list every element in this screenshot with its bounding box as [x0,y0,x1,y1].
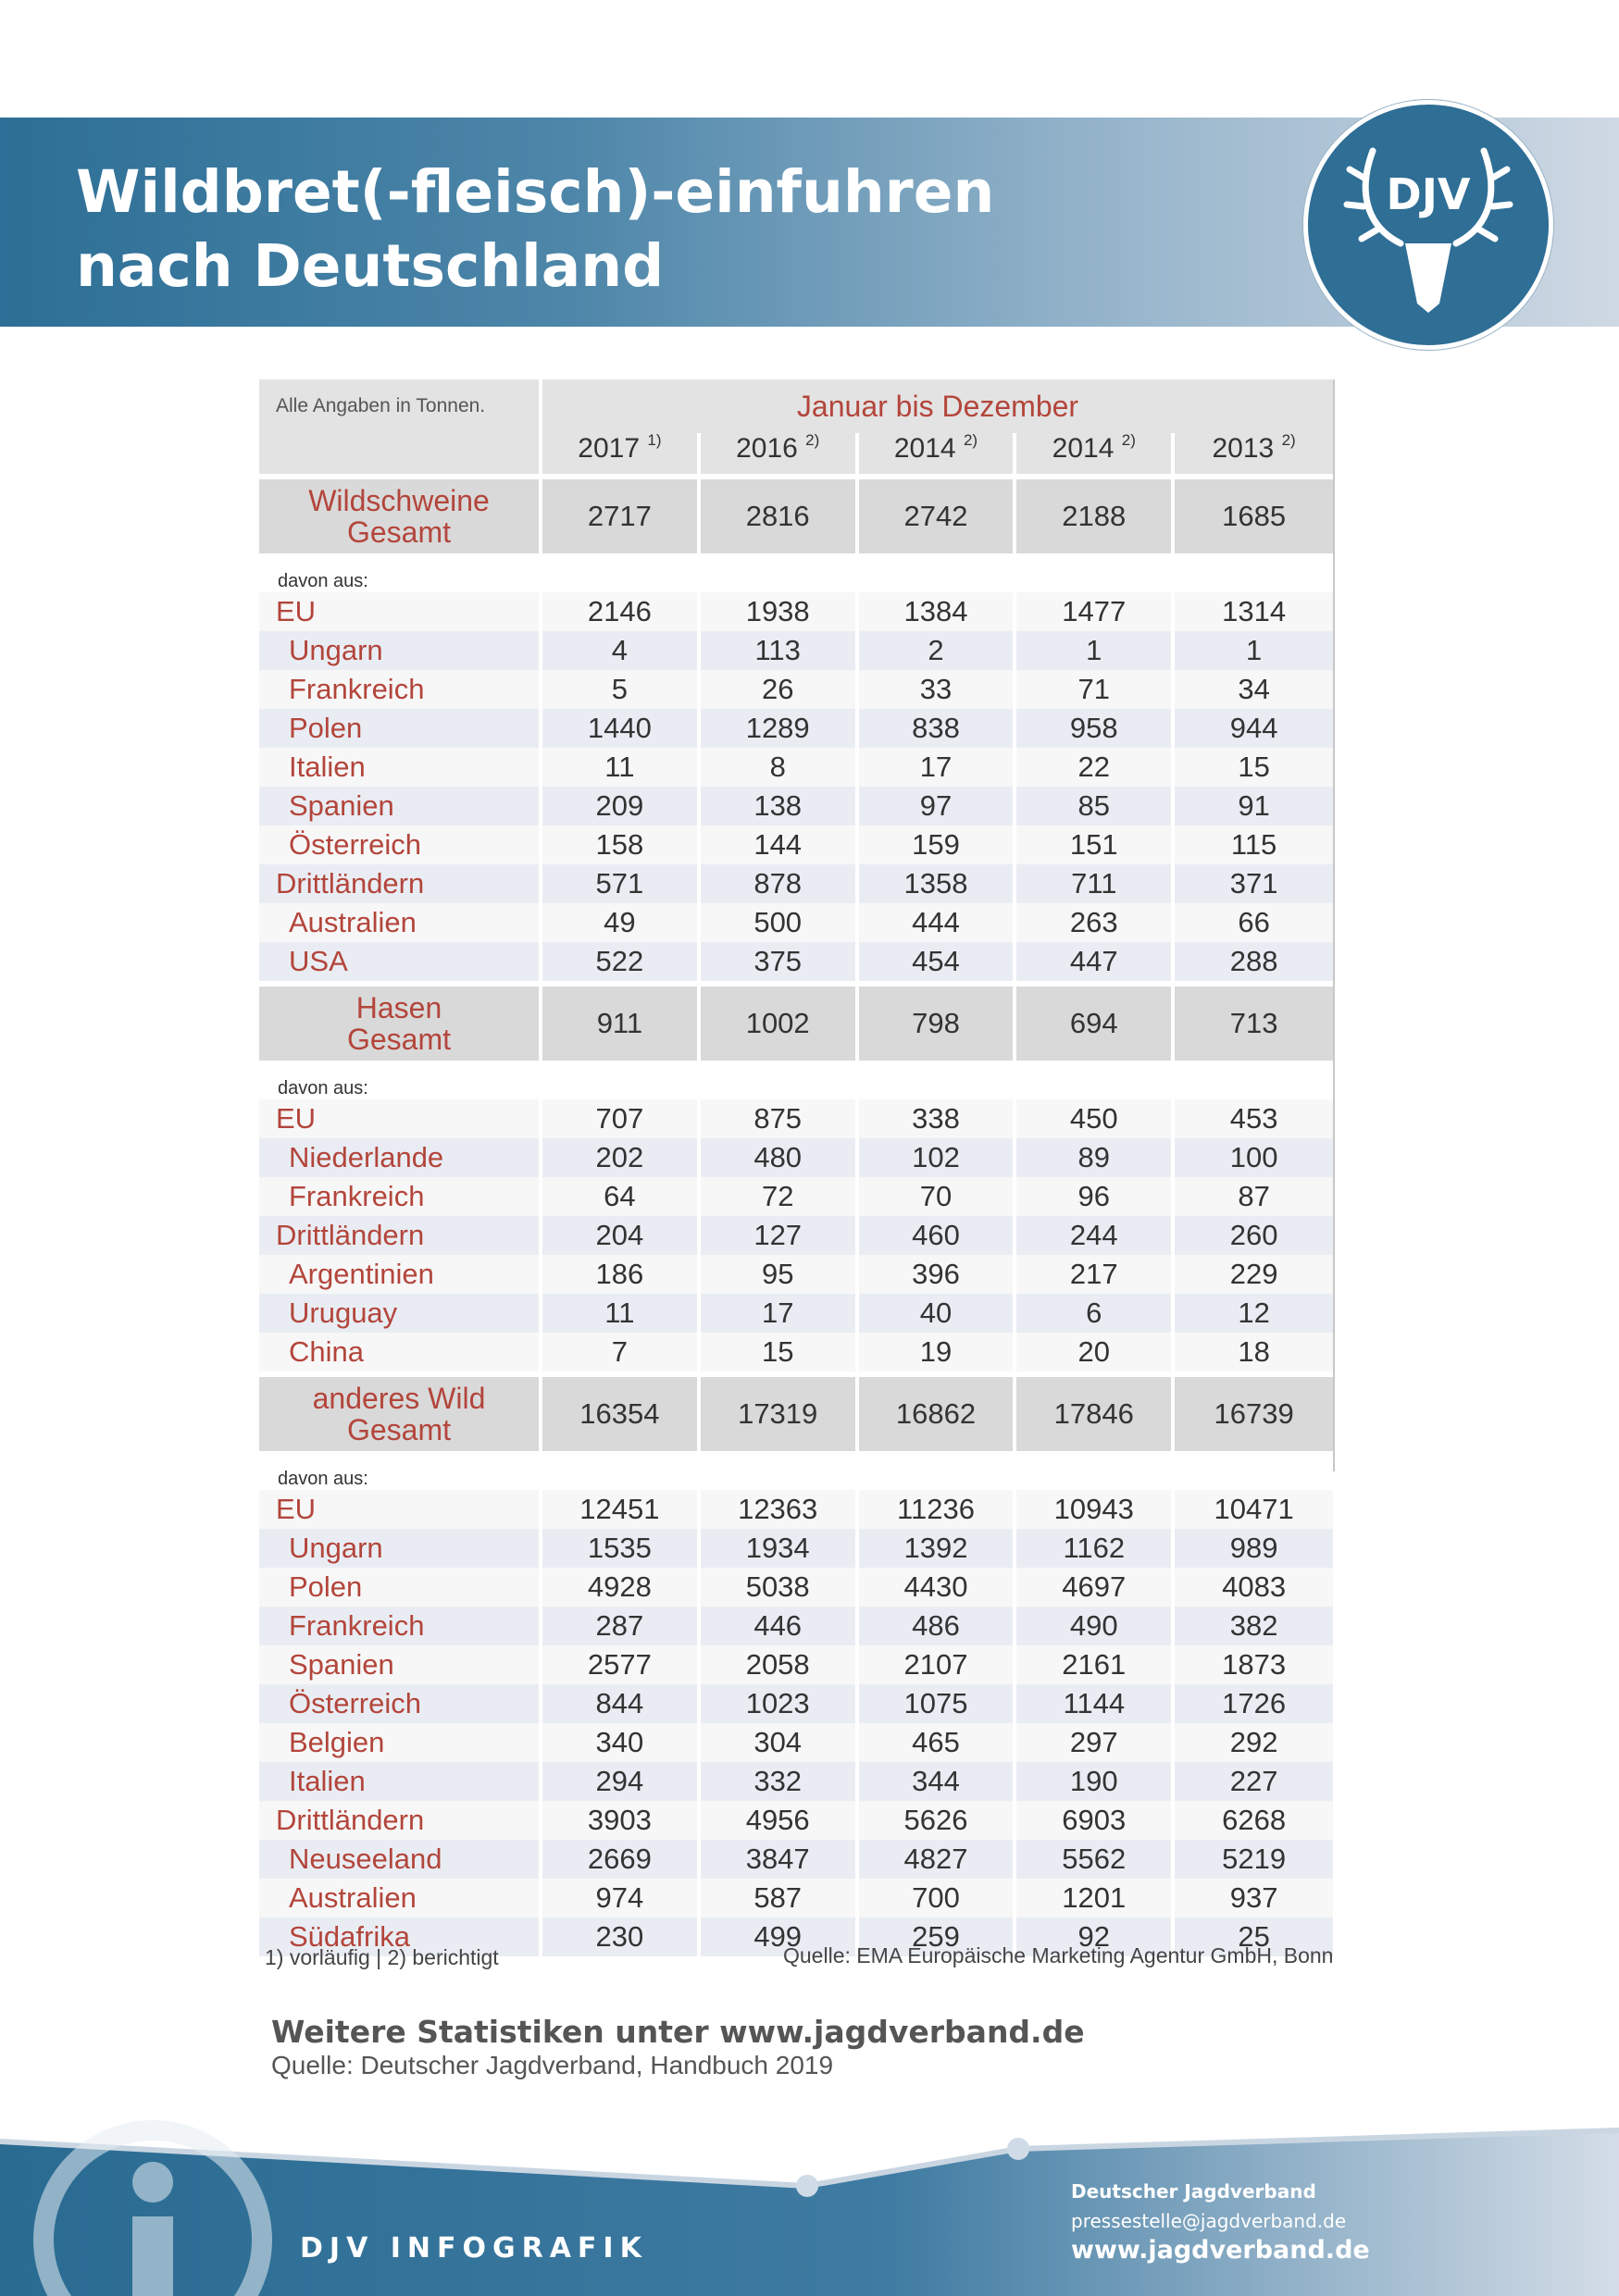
table-cell: 3847 [701,1840,859,1879]
table-cell: 571 [542,864,701,903]
table-cell: 287 [542,1607,701,1645]
empty-cell [701,1066,859,1099]
table-row [259,1490,1333,1529]
section-name: Wildschweine [308,484,490,517]
section-total-word: Gesamt [346,1413,452,1446]
table-row [259,825,1333,864]
table-row [259,864,1333,903]
footnote: 1) vorläufig | 2) berichtigt [265,1945,499,1969]
country-label: Südafrika [259,1917,542,1956]
table-row [259,670,1333,709]
table-cell: 844 [542,1684,701,1723]
table-cell: 40 [859,1294,1017,1333]
antler-icon [1308,105,1549,345]
empty-cell [701,559,859,592]
table-cell: 5038 [701,1568,859,1607]
table-cell: 1162 [1016,1529,1175,1568]
section-total-value: 2742 [859,474,1017,559]
year-header [542,433,701,474]
country-label: Australien [259,903,542,942]
empty-cell [1175,559,1333,592]
year-label: 2014 [893,433,956,464]
infografik-label: DJV INFOGRAFIK [300,2232,648,2265]
table-row [259,1177,1333,1216]
country-label: Frankreich [259,670,542,709]
table-cell: 34 [1175,670,1333,709]
table-cell: 707 [542,1099,701,1138]
country-label: Neuseeland [259,1840,542,1879]
table-cell: 159 [859,825,1017,864]
year-header [1175,433,1333,474]
table-cell: 64 [542,1177,701,1216]
table-cell: 4928 [542,1568,701,1607]
section-total-value: 17319 [701,1371,859,1457]
source-note: Quelle: EMA Europäische Marketing Agentur GmbH, Bonn [783,1943,1334,1967]
table-cell: 6903 [1016,1801,1175,1840]
year-footnote-mark: 2) [805,433,820,449]
table-cell: 2577 [542,1645,701,1684]
table-cell: 10943 [1016,1490,1175,1529]
empty-cell [859,1066,1017,1099]
table-cell: 10471 [1175,1490,1333,1529]
table-cell: 1201 [1016,1879,1175,1917]
table-cell: 1 [1016,631,1175,670]
table-cell: 15 [701,1333,859,1371]
table-row [259,748,1333,787]
table-cell: 15 [1175,748,1333,787]
table-row [259,1294,1333,1333]
table-cell: 1938 [701,592,859,631]
country-label: Frankreich [259,1607,542,1645]
table-row [259,1216,1333,1255]
table-cell: 1726 [1175,1684,1333,1723]
table-cell: 332 [701,1762,859,1801]
table-cell: 49 [542,903,701,942]
table-cell: 22 [1016,748,1175,787]
year-footnote-mark: 2) [1121,433,1136,449]
table-cell: 490 [1016,1607,1175,1645]
table-row [259,1607,1333,1645]
section-name: Hasen [355,991,442,1024]
table-cell: 89 [1016,1138,1175,1177]
section-total-label [259,1371,542,1457]
table-cell: 5562 [1016,1840,1175,1879]
year-label: 2013 [1212,433,1275,464]
table-cell: 11 [542,1294,701,1333]
country-label: Niederlande [259,1138,542,1177]
table-cell: 989 [1175,1529,1333,1568]
table-cell: 1144 [1016,1684,1175,1723]
table-cell: 12451 [542,1490,701,1529]
year-header [859,433,1017,474]
handbook-source: Quelle: Deutscher Jagdverband, Handbuch 2019 [271,2051,834,2079]
country-label: Italien [259,748,542,787]
table-cell: 382 [1175,1607,1333,1645]
table-cell: 151 [1016,825,1175,864]
table-cell: 974 [542,1879,701,1917]
table-cell: 259 [859,1917,1017,1956]
empty-cell [542,559,701,592]
table-row [259,1529,1333,1568]
table-cell: 958 [1016,709,1175,748]
table-row [259,1568,1333,1607]
table-row [259,787,1333,825]
table-cell: 838 [859,709,1017,748]
table-row [259,1138,1333,1177]
table-row [259,1645,1333,1684]
davon-row [259,559,1333,592]
table-cell: 20 [1016,1333,1175,1371]
table-cell: 2161 [1016,1645,1175,1684]
section-total-value: 798 [859,981,1017,1066]
table-row [259,1723,1333,1762]
table-cell: 12 [1175,1294,1333,1333]
country-label: Drittländern [259,1216,542,1255]
table-row [259,1762,1333,1801]
table-cell: 875 [701,1099,859,1138]
country-label: EU [259,1099,542,1138]
table-cell: 344 [859,1762,1017,1801]
table-row [259,1684,1333,1723]
empty-cell [1175,1457,1333,1490]
section-total-row [259,474,1333,559]
table-cell: 97 [859,787,1017,825]
empty-cell [1016,559,1175,592]
section-total-value: 16739 [1175,1371,1333,1457]
country-label: China [259,1333,542,1371]
table-cell: 209 [542,787,701,825]
table-cell: 18 [1175,1333,1333,1371]
country-label: Österreich [259,1684,542,1723]
country-label: USA [259,942,542,981]
table-cell: 91 [1175,787,1333,825]
table-cell: 1075 [859,1684,1017,1723]
country-label: Drittländern [259,1801,542,1840]
table-cell: 102 [859,1138,1017,1177]
table-cell: 4956 [701,1801,859,1840]
year-footnote-mark: 2) [963,433,978,449]
email-link[interactable]: pressestelle@jagdverband.de [1071,2210,1347,2232]
empty-cell [1016,1457,1175,1490]
country-label: EU [259,592,542,631]
section-total-word: Gesamt [346,1023,452,1056]
table-cell: 3903 [542,1801,701,1840]
table-cell: 11236 [859,1490,1017,1529]
table-cell: 4430 [859,1568,1017,1607]
davon-label: davon aus: [259,1066,542,1099]
table-cell: 1535 [542,1529,701,1568]
country-label: Argentinien [259,1255,542,1294]
section-total-label [259,474,542,559]
country-label: Ungarn [259,1529,542,1568]
table-cell: 11 [542,748,701,787]
section-total-word: Gesamt [346,515,452,549]
table-cell: 878 [701,864,859,903]
table-cell: 100 [1175,1138,1333,1177]
table-cell: 944 [1175,709,1333,748]
table-cell: 217 [1016,1255,1175,1294]
table-cell: 190 [1016,1762,1175,1801]
table-cell: 17 [701,1294,859,1333]
table-cell: 158 [542,825,701,864]
page-title [76,155,994,304]
table-cell: 17 [859,748,1017,787]
table-cell: 500 [701,903,859,942]
table-row [259,1840,1333,1879]
table-cell: 186 [542,1255,701,1294]
table-cell: 454 [859,942,1017,981]
section-total-label [259,981,542,1066]
table-cell: 4083 [1175,1568,1333,1607]
table-cell: 1873 [1175,1645,1333,1684]
table-cell: 71 [1016,670,1175,709]
table-cell: 227 [1175,1762,1333,1801]
table-cell: 8 [701,748,859,787]
org-name: Deutscher Jagdverband [1071,2180,1316,2203]
country-label: Spanien [259,787,542,825]
table-cell: 204 [542,1216,701,1255]
section-total-value: 16354 [542,1371,701,1457]
table-cell: 1934 [701,1529,859,1568]
empty-cell [1016,1066,1175,1099]
table-cell: 304 [701,1723,859,1762]
table-cell: 26 [701,670,859,709]
table-cell: 5626 [859,1801,1017,1840]
section-total-value: 2717 [542,474,701,559]
table-cell: 92 [1016,1917,1175,1956]
table-cell: 1440 [542,709,701,748]
website-link[interactable]: www.jagdverband.de [1071,2236,1370,2265]
table-cell: 499 [701,1917,859,1956]
section-total-value: 17846 [1016,1371,1175,1457]
table-cell: 4827 [859,1840,1017,1879]
header-empty-cell [259,433,542,474]
table-cell: 486 [859,1607,1017,1645]
section-total-value: 694 [1016,981,1175,1066]
davon-row [259,1457,1333,1490]
country-label: Belgien [259,1723,542,1762]
table-cell: 138 [701,787,859,825]
empty-cell [859,1457,1017,1490]
table-row [259,903,1333,942]
year-header [701,433,859,474]
table-cell: 447 [1016,942,1175,981]
table-cell: 66 [1175,903,1333,942]
country-label: EU [259,1490,542,1529]
section-total-value: 911 [542,981,701,1066]
table-cell: 12363 [701,1490,859,1529]
table-cell: 263 [1016,903,1175,942]
table-cell: 1289 [701,709,859,748]
table-cell: 2 [859,631,1017,670]
table-cell: 2107 [859,1645,1017,1684]
country-label: Italien [259,1762,542,1801]
title-line-1: Wildbret(-fleisch)-einfuhren [76,158,995,226]
table-row [259,709,1333,748]
empty-cell [701,1457,859,1490]
table-cell: 1314 [1175,592,1333,631]
section-name: anderes Wild [312,1382,486,1415]
empty-cell [859,559,1017,592]
table-cell: 5219 [1175,1840,1333,1879]
table-cell: 85 [1016,787,1175,825]
table-cell: 587 [701,1879,859,1917]
section-total-value: 2188 [1016,474,1175,559]
table-cell: 260 [1175,1216,1333,1255]
table-cell: 244 [1016,1216,1175,1255]
table-cell: 87 [1175,1177,1333,1216]
table-cell: 2146 [542,592,701,631]
table-cell: 19 [859,1333,1017,1371]
units-note: Alle Angaben in Tonnen. [259,379,542,433]
table-cell: 115 [1175,825,1333,864]
table-cell: 202 [542,1138,701,1177]
table-cell: 127 [701,1216,859,1255]
table-cell: 375 [701,942,859,981]
table-cell: 113 [701,631,859,670]
country-label: Uruguay [259,1294,542,1333]
table-cell: 1392 [859,1529,1017,1568]
table-cell: 294 [542,1762,701,1801]
table-cell: 460 [859,1216,1017,1255]
table-cell: 95 [701,1255,859,1294]
table-row [259,1333,1333,1371]
djv-logo [1303,100,1553,350]
table-cell: 1384 [859,592,1017,631]
year-label: 2014 [1052,433,1115,464]
table-cell: 480 [701,1138,859,1177]
table-cell: 371 [1175,864,1333,903]
empty-cell [542,1066,701,1099]
table-cell: 522 [542,942,701,981]
davon-row [259,1066,1333,1099]
table-cell: 6268 [1175,1801,1333,1840]
empty-cell [542,1457,701,1490]
year-footnote-mark: 1) [647,433,662,449]
table-cell: 229 [1175,1255,1333,1294]
table-cell: 1358 [859,864,1017,903]
country-label: Drittländern [259,864,542,903]
section-total-value: 713 [1175,981,1333,1066]
table-cell: 4697 [1016,1568,1175,1607]
table-cell: 7 [542,1333,701,1371]
table-cell: 338 [859,1099,1017,1138]
table-cell: 453 [1175,1099,1333,1138]
table-cell: 340 [542,1723,701,1762]
table-cell: 70 [859,1177,1017,1216]
country-label: Frankreich [259,1177,542,1216]
import-table [259,379,1333,1956]
table-cell: 711 [1016,864,1175,903]
period-label: Januar bis Dezember [542,379,1333,433]
table-cell: 5 [542,670,701,709]
table-cell: 450 [1016,1099,1175,1138]
country-label: Ungarn [259,631,542,670]
footer-banner [0,2110,1619,2296]
table-cell: 288 [1175,942,1333,981]
section-total-value: 1685 [1175,474,1333,559]
section-total-value: 1002 [701,981,859,1066]
logo-text: DJV [1386,169,1471,219]
table-row [259,1099,1333,1138]
empty-cell [1175,1066,1333,1099]
country-label: Polen [259,1568,542,1607]
section-total-row [259,981,1333,1066]
table-cell: 297 [1016,1723,1175,1762]
table-cell: 6 [1016,1294,1175,1333]
table-row [259,942,1333,981]
table-cell: 33 [859,670,1017,709]
title-line-2: nach Deutschland [76,232,665,300]
table-cell: 1 [1175,631,1333,670]
country-label: Österreich [259,825,542,864]
table-cell: 937 [1175,1879,1333,1917]
year-footnote-mark: 2) [1281,433,1296,449]
country-label: Spanien [259,1645,542,1684]
table-row [259,631,1333,670]
section-total-value: 16862 [859,1371,1017,1457]
table-cell: 96 [1016,1177,1175,1216]
table-cell: 2058 [701,1645,859,1684]
table-row [259,592,1333,631]
table-cell: 446 [701,1607,859,1645]
table-cell: 465 [859,1723,1017,1762]
table-row [259,1801,1333,1840]
table-cell: 1477 [1016,592,1175,631]
table-cell: 230 [542,1917,701,1956]
table-row [259,1879,1333,1917]
table-cell: 444 [859,903,1017,942]
year-header [1016,433,1175,474]
table-cell: 1023 [701,1684,859,1723]
country-label: Australien [259,1879,542,1917]
more-stats-link: Weitere Statistiken unter www.jagdverband.de [271,2014,1085,2050]
davon-label: davon aus: [259,1457,542,1490]
table-cell: 292 [1175,1723,1333,1762]
year-label: 2017 [578,433,641,464]
davon-label: davon aus: [259,559,542,592]
table-cell: 2669 [542,1840,701,1879]
section-total-value: 2816 [701,474,859,559]
table-cell: 700 [859,1879,1017,1917]
table-cell: 4 [542,631,701,670]
table-cell: 144 [701,825,859,864]
table-right-border [1333,379,1335,1471]
table-row [259,1255,1333,1294]
table-cell: 396 [859,1255,1017,1294]
section-total-row [259,1371,1333,1457]
year-label: 2016 [736,433,798,464]
table-cell: 72 [701,1177,859,1216]
country-label: Polen [259,709,542,748]
table-cell: 25 [1175,1917,1333,1956]
